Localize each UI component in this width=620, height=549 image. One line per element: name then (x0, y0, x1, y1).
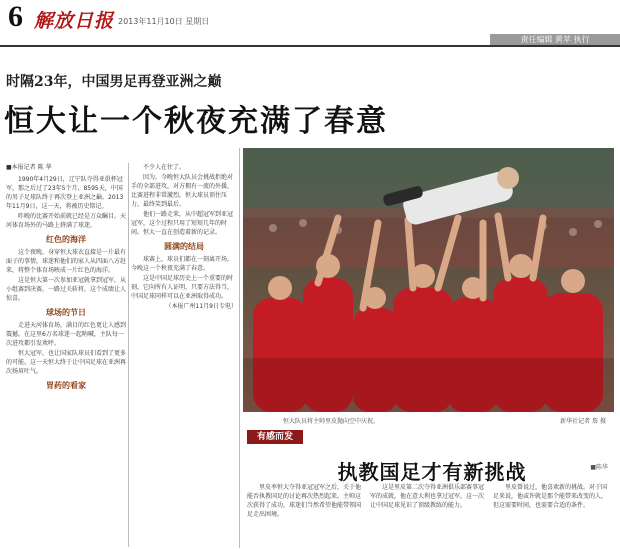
paragraph: 昨晚的比赛开始前就已经是万众瞩目。天河体育场外的马路上挤满了球迷， (6, 213, 126, 229)
section-heading: 球场的节日 (46, 308, 86, 317)
photo-credit: 新华社记者 詹 摄 (560, 418, 606, 425)
article-subheadline: 时隔23年，中国男足再登亚洲之巅 (6, 74, 222, 90)
paragraph: 这是恒大第一次参加亚冠就拿到冠军，从小组赛到决赛，一路过关斩将，这个成绩让人惊喜。 (6, 277, 126, 302)
editor-bar: 责任编辑 黄苹 执行 (490, 34, 620, 46)
paragraph: 这是中国足球历史上一个重要的时刻，它向所有人证明，只要方法得当，中国足球同样可以在亚洲取得成功。 (131, 275, 234, 300)
sidebar-byline: ■陈华 (590, 464, 608, 471)
paragraph: 球赛上，球员们都在一刻离开场，今晚这一个秋夜充满了春意。 (131, 256, 234, 272)
photo-caption-bar (243, 414, 614, 426)
photo-illustration (243, 148, 614, 412)
article-headline: 恒大让一个秋夜充满了春意 (4, 104, 388, 139)
page-number: 6 (8, 0, 23, 33)
page-header (0, 0, 620, 34)
dateline: （本报广州11月9日专电） (165, 303, 237, 310)
header-rule (0, 45, 620, 47)
sidebar-tag: 有感而发 (247, 430, 303, 444)
paragraph: 因为，今晚恒大队员会挑战拒绝对手的全部进攻，对方拥有一流的外援，比赛进程非常激烈。恒大球员顶住压力，最终笑到最后。 (131, 174, 234, 208)
newspaper-masthead: 解放日报 (34, 10, 115, 32)
paragraph: 1990年4月29日，辽宁队夺得亚俱杯冠军，那之后过了23年5个月，8595天，中国的男子足球队终于再次登上亚洲之巅。2013年11月9日，这一天，将被历史铭记。 (6, 176, 124, 210)
paragraph: 这是里皮第二次夺得亚洲俱乐部赛事冠军的成就，他在意大利也拿过冠军，这一次让中国足球见识了顶级教练的能力。 (370, 484, 485, 509)
paragraph: 走进天河体育场，满目的红色更让人感到震撼。在这里6万名球迷一起呐喊，主队每一次进攻都引发欢呼。 (6, 322, 126, 347)
sidebar-column-3 (493, 483, 610, 549)
column-divider (128, 163, 129, 547)
section-heading: 红色的海洋 (46, 235, 86, 244)
section-heading: 胃药的看家 (46, 381, 86, 390)
issue-date: 2013年11月10日 星期日 (118, 17, 210, 26)
article-byline: ■本报记者 陈 华 (6, 164, 52, 171)
article-column-2 (131, 163, 237, 547)
section-heading: 圆满的结局 (164, 242, 204, 251)
celebration-photo (243, 148, 614, 412)
sidebar-headline: 执教国足才有新挑战 (337, 460, 527, 484)
article-column-1 (6, 163, 126, 547)
paragraph: 他们一路走来，从中超冠军到亚冠冠军，这个过程只用了短短几年的时间。恒大一直在创造着新的记录。 (131, 211, 234, 236)
column-divider (239, 148, 240, 548)
paragraph: 不少人在往了。 (143, 164, 186, 171)
paragraph: 恒大冠军，也让国家队球员们看到了更多的可能。这一天恒大终于让中国足球在亚洲再次扬眉吐气。 (6, 350, 126, 375)
commentary-sidebar (243, 428, 614, 549)
paragraph: 这个夜晚，身穿恒大球衣直接是一片最有面子的事情，球迷和他们的家人从四面八方赶来，将整个体育场映成一片红色的海洋。 (6, 249, 126, 274)
paragraph: 里皮率恒大夺得亚冠冠军之后，关于他能否执教国足的讨论再次热烈起来。主帅这次获得了成功，球迷们当然希望他能带领国足走出困境。 (247, 484, 362, 518)
photo-caption: 恒大队员将主帅里皮抛向空中庆祝。 (283, 418, 380, 425)
paragraph: 里皮曾说过，他喜欢新的挑战。对于国足来说，他或许就是那个能带来改变的人，但这需要时间，也需要合适的条件。 (493, 484, 608, 509)
sidebar-column-1 (247, 483, 364, 549)
sidebar-column-2 (370, 483, 487, 549)
